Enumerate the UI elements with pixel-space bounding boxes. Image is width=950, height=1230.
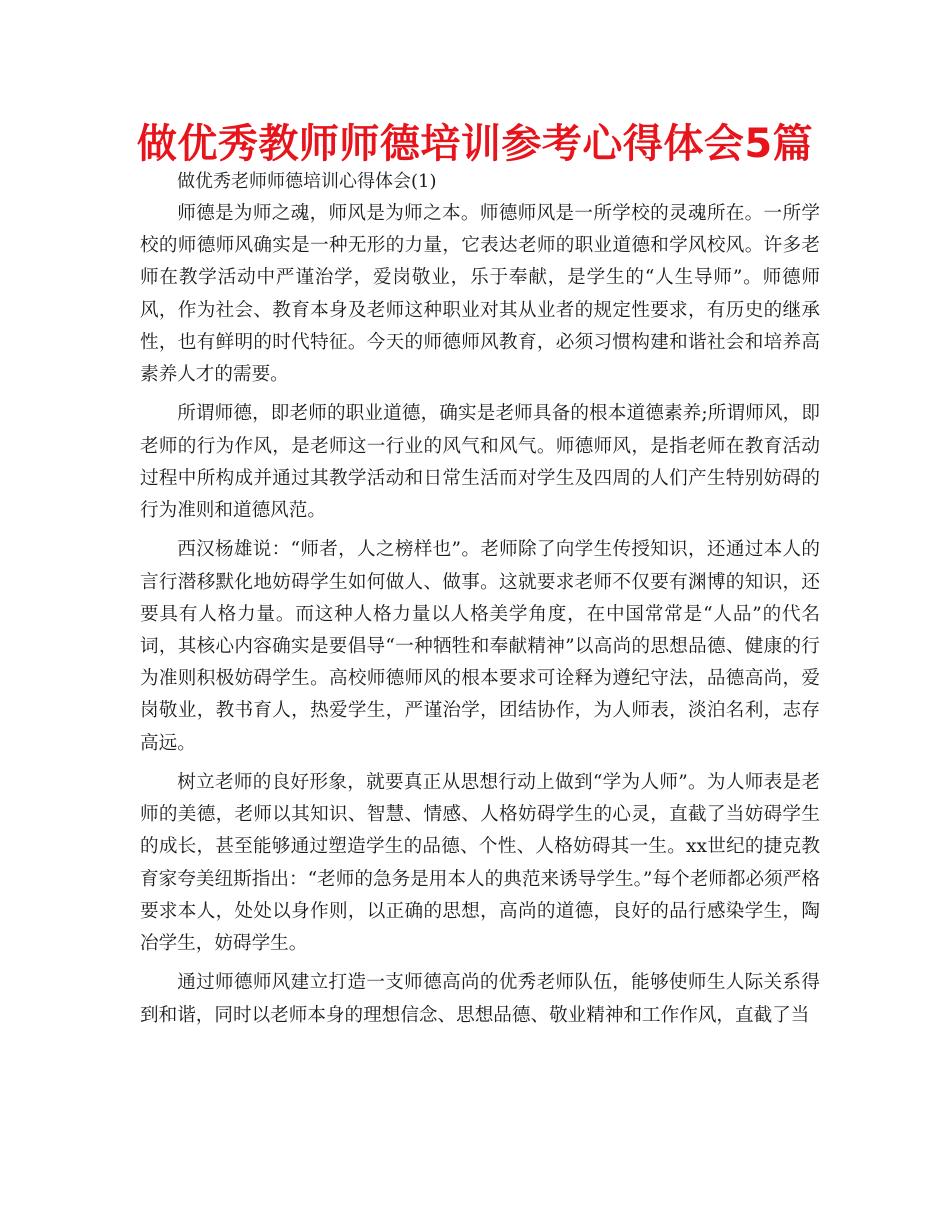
document-title: 做优秀教师师德培训参考心得体会5篇 [136,121,814,167]
document-body [140,198,820,1039]
section-heading: 做优秀老师师德培训心得体会(1) [177,171,437,192]
paragraph-5: 通过师德师风建立打造一支师德高尚的优秀老师队伍，能够使师生人际关系得到和谐，同时以老师本身的理想信念、思想品德、敬业精神和工作作风，直截了当 [140,972,820,1026]
paragraph-4: 树立老师的良好形象，就要真正从思想行动上做到“学为人师”。为人师表是老师的美德，老师以其知识、智慧、情感、人格妨碍学生的心灵，直截了当妨碍学生的成长，甚至能够通过塑造学生的品德、个性、人格妨碍其一生。xx世纪的捷克教育家夸美纽斯指出：“老师的急务是用本人的典范来诱导学生。”每个老师都必须严格要求本人，处处以身作则，以正确的思想，高尚的道德，良好的品行感染学生，陶冶学生，妨碍学生。 [140,772,820,955]
paragraph-2: 所谓师德，即老师的职业道德，确实是老师具备的根本道德素养;所谓师风，即老师的行为作风，是老师这一行业的风气和风气。师德师风，是指老师在教育活动过程中所构成并通过其教学活动和日常生活而对学生及四周的人们产生特别妨碍的行为准则和道德风范。 [140,403,820,522]
paragraph-1: 师德是为师之魂，师风是为师之本。师德师风是一所学校的灵魂所在。一所学校的师德师风确实是一种无形的力量，它表达老师的职业道德和学风校风。许多老师在教学活动中严谨治学，爱岗敬业，乐于奉献，是学生的“人生导师”。师德师风，作为社会、教育本身及老师这种职业对其从业者的规定性要求，有历史的继承性，也有鲜明的时代特征。今天的师德师风教育，必须习惯构建和谐社会和培养高素养人才的需要。 [140,203,820,386]
paragraph-3: 西汉杨雄说：“师者，人之榜样也”。老师除了向学生传授知识，还通过本人的言行潜移默化地妨碍学生如何做人、做事。这就要求老师不仅要有渊博的知识，还要具有人格力量。而这种人格力量以人格美学角度，在中国常常是“人品”的代名词，其核心内容确实是要倡导“一种牺牲和奉献精神”以高尚的思想品德、健康的行为准则积极妨碍学生。高校师德师风的根本要求可诠释为遵纪守法，品德高尚，爱岗敬业，教书育人，热爱学生，严谨治学，团结协作，为人师表，淡泊名利，志存高远。 [140,539,820,754]
